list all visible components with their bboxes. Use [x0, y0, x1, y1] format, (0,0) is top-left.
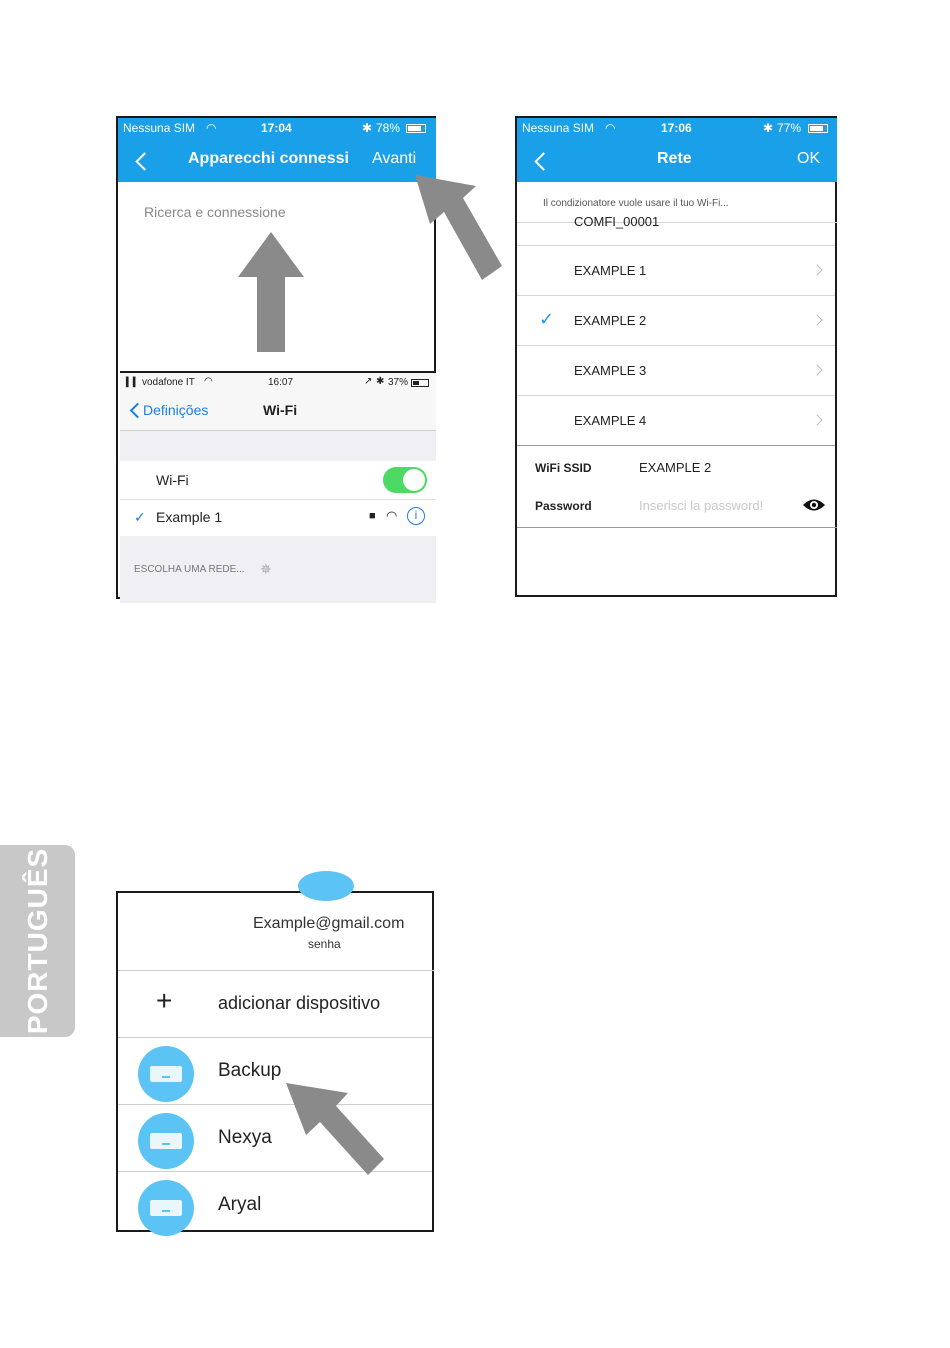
avatar[interactable]	[298, 871, 354, 901]
inset-status-bar	[120, 373, 436, 393]
battery-label-2: 77%	[777, 121, 802, 135]
password-input[interactable]: Inserisci la password!	[639, 498, 764, 513]
device-name: Nexya	[218, 1127, 272, 1148]
chevron-right-icon	[811, 414, 822, 425]
arrow-pointer-icon	[284, 1081, 388, 1177]
form-divider	[517, 527, 837, 528]
signal-bars-icon: ▍▍	[126, 377, 140, 387]
network-name-4: EXAMPLE 4	[574, 413, 647, 428]
password-label: Password	[535, 499, 592, 513]
inset-title: Wi-Fi	[263, 402, 298, 418]
chevron-right-icon	[811, 314, 822, 325]
network-name: Example 1	[156, 509, 223, 525]
lock-icon: ■	[369, 510, 376, 522]
battery-icon-2	[808, 124, 828, 133]
screen-device-list	[116, 891, 434, 1232]
back-chevron-icon[interactable]	[135, 152, 153, 170]
account-email: Example@gmail.com	[253, 915, 405, 932]
partial-network-name: COMFI_00001	[574, 214, 660, 229]
inset-bluetooth-icon: ✱	[376, 376, 385, 387]
time-label: 17:04	[261, 121, 292, 135]
language-side-tab	[0, 845, 75, 1037]
wifi-settings-inset	[120, 371, 436, 603]
nav-title-2: Rete	[657, 150, 692, 167]
network-row[interactable]	[120, 500, 436, 536]
network-row-4[interactable]	[517, 396, 835, 446]
carrier-label-2: Nessuna SIM	[522, 121, 595, 135]
wifi-prompt: Il condizionatore vuole usare il tuo Wi-Fi...	[543, 198, 729, 209]
screen-network	[515, 116, 837, 597]
network-name-1: EXAMPLE 1	[574, 263, 647, 278]
add-device-row[interactable]	[118, 971, 432, 1038]
ssid-value: EXAMPLE 2	[639, 460, 712, 475]
check-icon: ✓	[134, 509, 146, 525]
chevron-right-icon	[811, 364, 822, 375]
choose-network-label: ESCOLHA UMA REDE...	[134, 564, 245, 575]
plus-icon: +	[156, 985, 173, 1016]
selected-check-icon: ✓	[539, 309, 555, 329]
network-row-2[interactable]	[517, 296, 835, 346]
nav-bar	[118, 118, 436, 182]
location-icon: ↗	[364, 376, 373, 387]
network-row-1[interactable]	[517, 245, 835, 296]
network-row-partial[interactable]	[517, 214, 835, 246]
wifi-toggle[interactable]	[383, 467, 427, 493]
network-row-3[interactable]	[517, 346, 835, 396]
info-icon[interactable]: i	[407, 507, 425, 525]
air-conditioner-icon	[138, 1180, 194, 1236]
device-row-aryal[interactable]	[118, 1172, 432, 1238]
device-name: Backup	[218, 1060, 282, 1081]
air-conditioner-icon	[138, 1113, 194, 1169]
inset-battery: 37%	[388, 377, 409, 388]
carrier-label: Nessuna SIM	[123, 121, 196, 135]
inset-wifi-icon: ◠	[204, 376, 213, 387]
wifi-toggle-row	[120, 461, 436, 500]
searching-text: Ricerca e connessione	[144, 204, 286, 220]
arrow-diagonal-icon	[410, 170, 510, 282]
nav-bar-2	[517, 118, 837, 182]
inset-battery-icon	[411, 379, 429, 387]
section-gap	[120, 431, 436, 461]
wifi-strength-icon: ◠	[386, 508, 398, 523]
air-conditioner-icon	[138, 1046, 194, 1102]
back-chevron-icon-2[interactable]	[534, 152, 552, 170]
wifi-label: Wi-Fi	[156, 472, 189, 488]
status-bar-2	[517, 118, 837, 138]
next-button[interactable]: Avanti	[372, 150, 417, 167]
ssid-label: WiFi SSID	[535, 461, 592, 475]
network-name-3: EXAMPLE 3	[574, 363, 647, 378]
add-device-label: adicionar dispositivo	[218, 993, 381, 1013]
arrow-up-icon	[236, 232, 306, 352]
language-label: PORTUGUÊS	[21, 847, 53, 1035]
inset-carrier: vodafone IT	[142, 377, 195, 388]
screen-devices-connected	[116, 116, 436, 599]
ok-button[interactable]: OK	[797, 150, 821, 167]
status-bar	[118, 118, 436, 138]
bluetooth-icon-2: ✱	[763, 121, 774, 135]
spinner-icon: ✵	[260, 561, 272, 577]
wifi-signal-icon-2: ◠	[605, 121, 616, 135]
section-header	[120, 536, 436, 603]
eye-icon[interactable]	[802, 497, 826, 513]
bluetooth-icon: ✱	[362, 121, 373, 135]
nav-title: Apparecchi connessi	[188, 150, 349, 167]
battery-label: 78%	[376, 121, 401, 135]
wifi-signal-icon: ◠	[206, 121, 217, 135]
battery-icon	[406, 124, 426, 133]
device-name: Aryal	[218, 1194, 262, 1215]
time-label-2: 17:06	[661, 121, 692, 135]
chevron-right-icon	[811, 264, 822, 275]
back-definicoes[interactable]: Definições	[143, 402, 209, 418]
network-name-2: EXAMPLE 2	[574, 313, 647, 328]
inset-time: 16:07	[268, 377, 294, 388]
account-password-label: senha	[308, 937, 341, 951]
